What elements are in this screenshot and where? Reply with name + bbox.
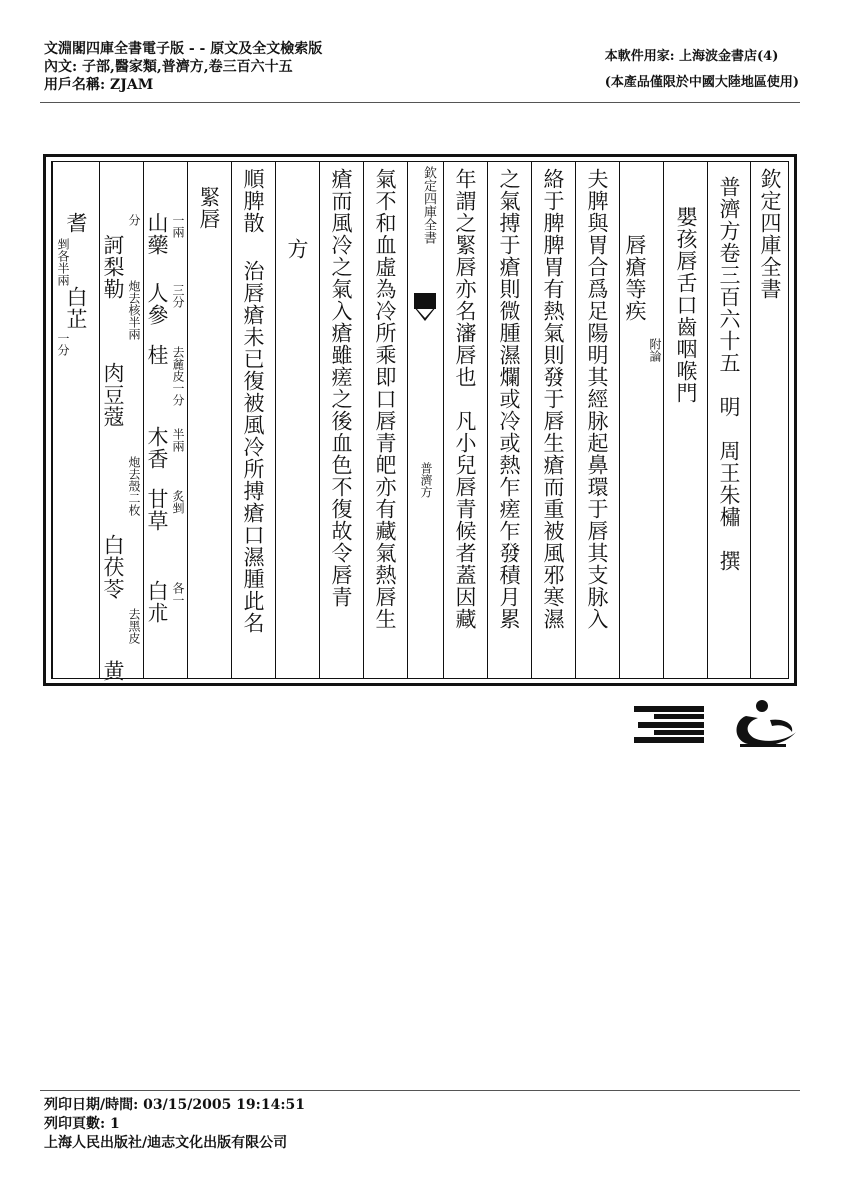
column-3 — [663, 162, 707, 678]
herb-ginseng: 人參 — [145, 282, 169, 326]
text-line-10: 瘡而風冷之氣入瘡雖瘥之後血色不復故令唇青 — [329, 168, 353, 608]
herb-licorice-dose: 炙剉 — [171, 490, 185, 514]
header-title: 文淵閣四庫全書電子版 - - 原文及全文檢索版 — [44, 41, 323, 57]
herb-costus-dose: 半兩 — [171, 428, 185, 452]
column-4 — [619, 162, 663, 678]
book-logo-icon — [634, 700, 708, 746]
herb-cinnamon-dose: 去麄皮一分 — [171, 346, 185, 406]
band-book-title: 欽定四庫全書 — [421, 166, 436, 244]
text-line-8: 年謂之緊唇亦名瀋唇也 凡小兒唇青候者蓋因藏 — [453, 168, 477, 630]
header-user: 用戶名稱: ZJAM — [44, 77, 154, 93]
formula-name: 順脾散 — [241, 168, 265, 234]
volume-title: 普濟方卷三百六十五 明 周王朱橚 撰 — [717, 176, 741, 572]
herb-atractylodes: 白朮 — [145, 580, 169, 624]
brush-seal-icon — [730, 694, 800, 752]
page-inner-border — [51, 161, 789, 682]
herb-poria: 白茯苓 — [101, 534, 125, 600]
header-licensee: 本軟件用家: 上海波金書店(4) — [604, 49, 779, 64]
fish-tail-icon — [414, 307, 436, 327]
herb-poria-dose: 去黑皮 — [127, 608, 141, 644]
chapter-note: 附論 — [648, 338, 662, 362]
footer — [44, 1096, 305, 1153]
herb-myrobalan-dose: 炮去核半兩 — [127, 280, 141, 340]
header-left — [44, 40, 322, 94]
herb-yam-dose: 一兩 — [171, 214, 185, 238]
formula-indication: 治唇瘡未已復被風冷所搏瘡口濕腫此名 — [241, 260, 265, 634]
dose-continuation: 分 — [127, 214, 141, 226]
formula-heading: 方 — [285, 238, 309, 260]
band-book-name: 普濟方 — [419, 462, 433, 498]
column-5 — [575, 162, 619, 678]
text-line-6: 絡于脾脾胃有熱氣則發于唇生瘡而重被風邪寒濕 — [541, 168, 565, 630]
herb-licorice: 甘草 — [145, 488, 169, 532]
column-8 — [443, 162, 487, 678]
column-15 — [99, 162, 143, 682]
text-line-13: 緊唇 — [197, 186, 221, 230]
column-10 — [319, 162, 363, 678]
print-datetime: 列印日期/時間: 03/15/2005 19:14:51 — [44, 1097, 305, 1113]
herb-nutmeg-dose: 炮去殼二枚 — [127, 456, 141, 516]
herb-angelica-dose: 一分 — [56, 332, 70, 356]
herb-costus: 木香 — [145, 426, 169, 470]
book-title: 欽定四庫全書 — [758, 168, 782, 300]
header-region-note: (本產品僅限於中國大陸地區使用) — [604, 75, 799, 90]
text-line-7: 之氣搏于瘡則微腫濕爛或冷或熱乍瘥乍發積月累 — [497, 168, 521, 630]
column-6 — [531, 162, 575, 678]
herb-yam: 山藥 — [145, 212, 169, 256]
text-line-9: 氣不和血虛為冷所乘即口唇青皅亦有藏氣熱唇生 — [373, 168, 397, 630]
column-2 — [707, 162, 750, 678]
header-right — [605, 44, 799, 96]
column-13 — [187, 162, 231, 678]
herb-cinnamon: 桂 — [145, 344, 169, 366]
header-content-path: 內文: 子部,醫家類,普濟方,卷三百六十五 — [44, 59, 293, 75]
page-frame — [43, 154, 797, 686]
column-9 — [363, 162, 407, 678]
herb-ginseng-dose: 三分 — [171, 284, 185, 308]
footer-rule — [40, 1090, 800, 1091]
herb-astragalus-dose: 剉各半兩 — [56, 238, 70, 286]
herb-angelica: 白芷 — [64, 286, 88, 330]
column-14 — [143, 162, 187, 678]
publisher: 上海人民出版社/迪志文化出版有限公司 — [44, 1135, 288, 1151]
column-7 — [487, 162, 531, 678]
column-16 — [52, 162, 99, 678]
text-line-5: 夫脾與胃合爲足陽明其經脉起鼻環于唇其支脉入 — [585, 168, 609, 630]
chapter-title: 唇瘡等疾 — [623, 234, 647, 322]
column-11 — [275, 162, 319, 678]
herb-nutmeg: 肉豆蔻 — [101, 362, 125, 428]
herb-astragalus-end: 耆 — [64, 212, 88, 234]
section-title: 嬰孩唇舌口齒咽喉門 — [674, 206, 698, 404]
column-12 — [231, 162, 275, 678]
center-band — [407, 162, 443, 678]
herb-atractylodes-dose: 各一 — [171, 582, 185, 606]
header-rule — [40, 102, 800, 103]
column-1 — [750, 162, 790, 678]
print-page-count: 列印頁數: 1 — [44, 1116, 120, 1132]
herb-myrobalan: 訶梨勒 — [101, 234, 125, 300]
herb-astragalus-start: 黄 — [101, 660, 125, 682]
